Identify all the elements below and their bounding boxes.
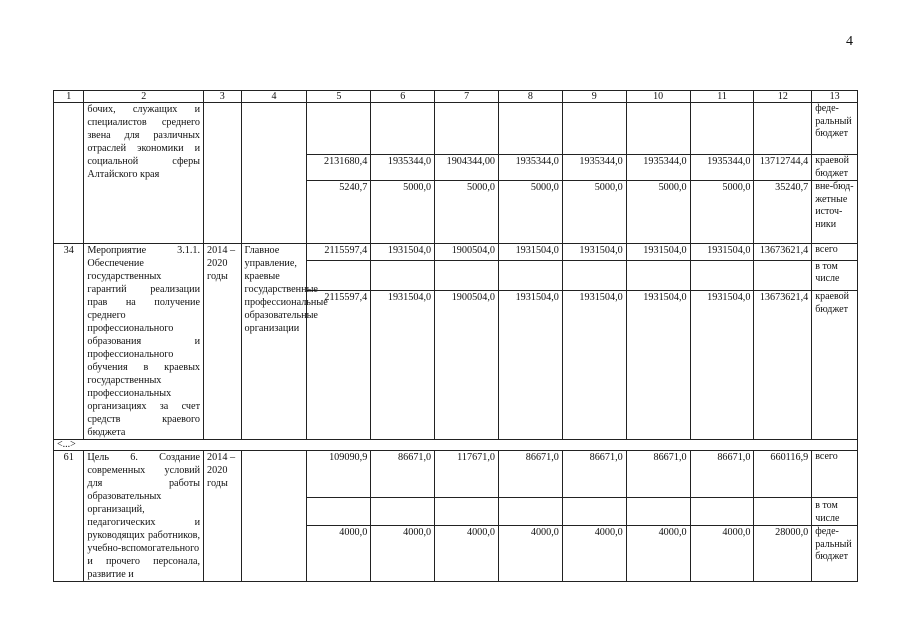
header-cell: 5 — [307, 91, 371, 103]
value-cell: 5000,0 — [626, 181, 690, 244]
row-number-cell: 61 — [54, 451, 84, 582]
row-description: Мероприятие 3.1.1. Обеспечение государственных гарантий реализации прав на получение среднего профессионального образования и профессионального обучения в краевых государственных профессиональных организациях за счет средств краевого бюджета — [84, 244, 204, 440]
value-cell: 1935344,0 — [562, 155, 626, 181]
row-years: 2014 – 2020 годы — [204, 244, 242, 440]
value-cell: 1900504,0 — [435, 244, 499, 261]
value-cell — [307, 497, 371, 526]
value-cell — [690, 497, 754, 526]
header-cell: 7 — [435, 91, 499, 103]
value-cell — [626, 103, 690, 155]
value-cell — [371, 103, 435, 155]
value-cell: 2115597,4 — [307, 291, 371, 440]
value-cell: 86671,0 — [626, 451, 690, 498]
value-cell — [690, 103, 754, 155]
value-cell: 1931504,0 — [499, 291, 563, 440]
table-row — [54, 244, 858, 261]
header-cell: 8 — [499, 91, 563, 103]
row-number-cell — [54, 103, 84, 244]
value-cell: 1935344,0 — [371, 155, 435, 181]
value-cell — [690, 260, 754, 291]
value-cell — [562, 103, 626, 155]
value-cell — [626, 260, 690, 291]
header-cell: 6 — [371, 91, 435, 103]
value-cell — [626, 497, 690, 526]
table-row — [54, 451, 858, 498]
value-cell — [499, 103, 563, 155]
value-cell: 86671,0 — [371, 451, 435, 498]
value-cell: 1931504,0 — [499, 244, 563, 261]
table-row — [54, 103, 858, 155]
funding-source-label: феде-ральный бюджет — [812, 526, 858, 582]
value-cell: 1931504,0 — [562, 291, 626, 440]
row-description: бочих, служащих и специалистов среднего звена для различных отраслей экономики и социальной сферы Алтайского края — [84, 103, 204, 244]
funding-source-label: в том числе — [812, 260, 858, 291]
row-description: Цель 6. Создание современных условий для работы образовательных организаций, педагогических и руководящих работников, учебно-вспомогательного и прочего персонала, развитие и — [84, 451, 204, 582]
value-cell: 1931504,0 — [626, 244, 690, 261]
value-cell: 13673621,4 — [754, 291, 812, 440]
value-cell — [499, 497, 563, 526]
header-cell: 2 — [84, 91, 204, 103]
value-cell — [435, 497, 499, 526]
value-cell: 86671,0 — [499, 451, 563, 498]
value-cell: 4000,0 — [626, 526, 690, 582]
value-cell: 1935344,0 — [499, 155, 563, 181]
value-cell: 1931504,0 — [371, 244, 435, 261]
value-cell: 1931504,0 — [690, 244, 754, 261]
value-cell: 4000,0 — [562, 526, 626, 582]
value-cell — [499, 260, 563, 291]
value-cell — [754, 497, 812, 526]
value-cell: 1904344,00 — [435, 155, 499, 181]
funding-source-label: феде-ральный бюджет — [812, 103, 858, 155]
header-cell: 12 — [754, 91, 812, 103]
value-cell — [371, 497, 435, 526]
value-cell: 5000,0 — [435, 181, 499, 244]
value-cell: 1931504,0 — [371, 291, 435, 440]
value-cell: 1931504,0 — [690, 291, 754, 440]
value-cell: 5000,0 — [371, 181, 435, 244]
header-cell: 4 — [241, 91, 307, 103]
row-executor: Главное управление, краевые государственные профессиональные образовательные организации — [241, 244, 307, 440]
value-cell — [435, 260, 499, 291]
value-cell: 5000,0 — [562, 181, 626, 244]
page-number: 4 — [846, 34, 853, 49]
value-cell: 4000,0 — [499, 526, 563, 582]
header-row — [54, 91, 858, 103]
row-years: 2014 – 2020 годы — [204, 451, 242, 582]
value-cell: 1935344,0 — [690, 155, 754, 181]
value-cell: 5000,0 — [499, 181, 563, 244]
header-cell: 1 — [54, 91, 84, 103]
funding-source-label: всего — [812, 451, 858, 498]
row-executor — [241, 103, 307, 244]
header-cell: 9 — [562, 91, 626, 103]
row-executor — [241, 451, 307, 582]
value-cell — [754, 103, 812, 155]
value-cell: 117671,0 — [435, 451, 499, 498]
value-cell: 4000,0 — [435, 526, 499, 582]
row-number-cell: 34 — [54, 244, 84, 440]
value-cell — [307, 103, 371, 155]
value-cell: 86671,0 — [562, 451, 626, 498]
funding-source-label: всего — [812, 244, 858, 261]
funding-source-label: в том числе — [812, 497, 858, 526]
value-cell: 1900504,0 — [435, 291, 499, 440]
value-cell: 86671,0 — [690, 451, 754, 498]
table-row — [54, 440, 858, 451]
value-cell: 1935344,0 — [626, 155, 690, 181]
value-cell: 13712744,4 — [754, 155, 812, 181]
value-cell: 109090,9 — [307, 451, 371, 498]
value-cell: 1931504,0 — [626, 291, 690, 440]
header-cell: 13 — [812, 91, 858, 103]
value-cell: 13673621,4 — [754, 244, 812, 261]
value-cell — [562, 497, 626, 526]
value-cell — [371, 260, 435, 291]
value-cell: 35240,7 — [754, 181, 812, 244]
value-cell: 2131680,4 — [307, 155, 371, 181]
value-cell: 2115597,4 — [307, 244, 371, 261]
funding-source-label: краевой бюджет — [812, 155, 858, 181]
ellipsis-marker: <...> — [54, 440, 858, 451]
value-cell: 1931504,0 — [562, 244, 626, 261]
header-cell: 11 — [690, 91, 754, 103]
funding-source-label: вне-бюд-жетные источ-ники — [812, 181, 858, 244]
value-cell — [562, 260, 626, 291]
value-cell: 4000,0 — [307, 526, 371, 582]
value-cell — [435, 103, 499, 155]
row-years — [204, 103, 242, 244]
budget-table — [53, 90, 858, 582]
value-cell: 5000,0 — [690, 181, 754, 244]
value-cell: 28000,0 — [754, 526, 812, 582]
header-cell: 3 — [204, 91, 242, 103]
funding-source-label: краевой бюджет — [812, 291, 858, 440]
value-cell: 660116,9 — [754, 451, 812, 498]
value-cell: 5240,7 — [307, 181, 371, 244]
header-cell: 10 — [626, 91, 690, 103]
value-cell: 4000,0 — [690, 526, 754, 582]
value-cell: 4000,0 — [371, 526, 435, 582]
value-cell — [754, 260, 812, 291]
